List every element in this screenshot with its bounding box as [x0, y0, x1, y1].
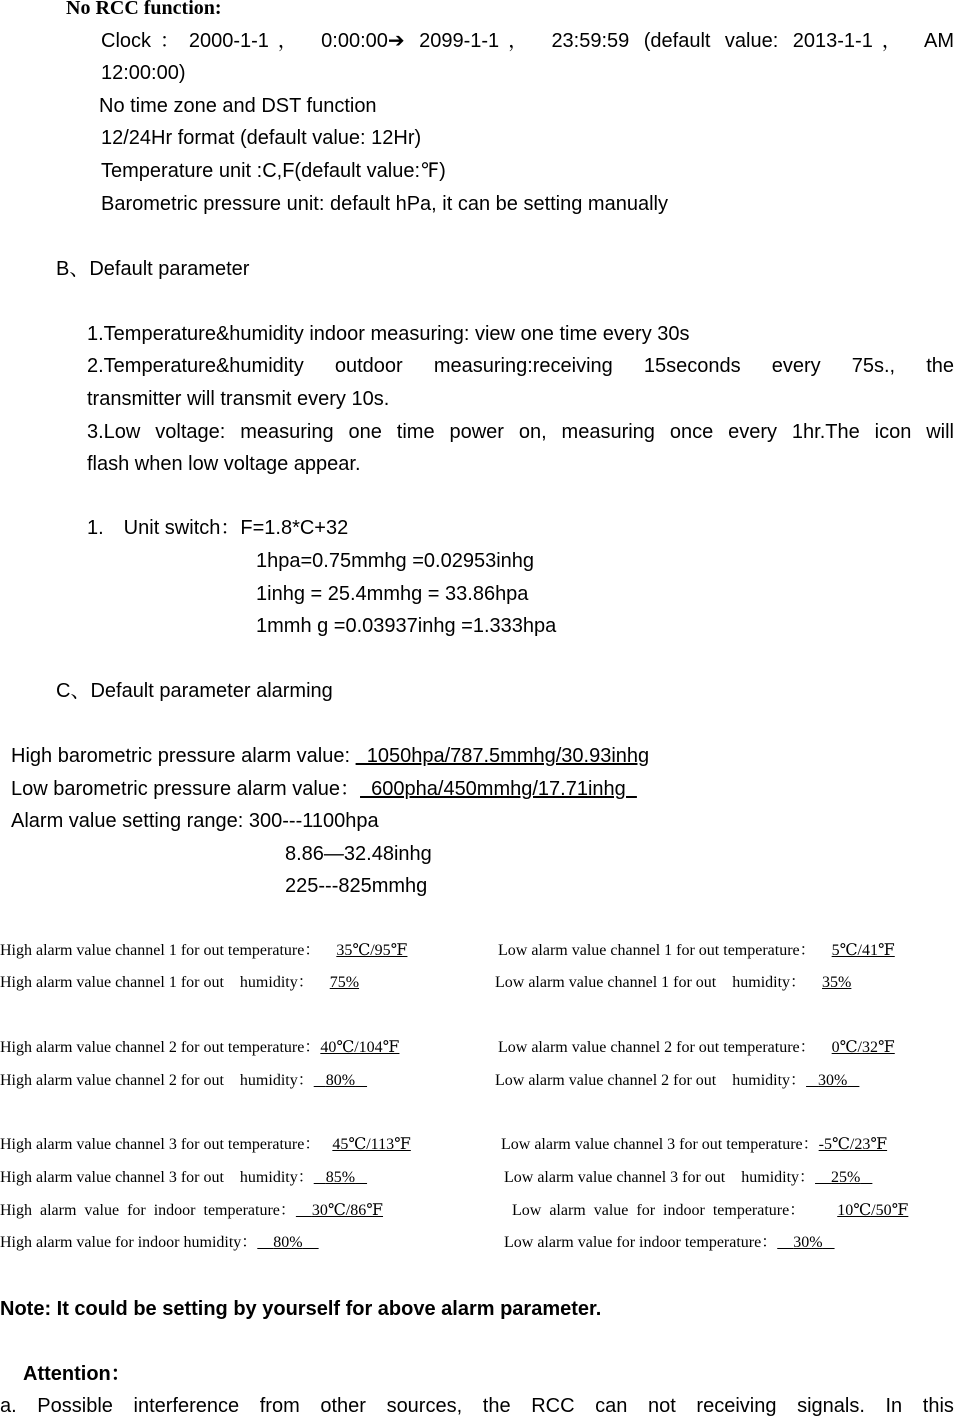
unit-switch-text: 1. Unit switch：F=1.8*C+32	[87, 517, 349, 539]
default-item-3: 3.Low voltage: measuring one time power on, measuring once every 1hr.The icon will	[87, 421, 954, 443]
alarm-range-mmhg: 225---825mmhg	[285, 875, 428, 897]
default-item-3-cont: flash when low voltage appear.	[87, 453, 361, 475]
alarm-row-5-high: High alarm value channel 3 for out temperature： 45℃/113℉	[0, 1136, 411, 1153]
note-text: Note: It could be setting by yourself for above alarm parameter.	[0, 1298, 602, 1320]
alarm-row-3-high: High alarm value channel 2 for out temperature：40℃/104℉	[0, 1039, 400, 1056]
alarm-row-1-low: Low alarm value channel 1 for out temperature： 5℃/41℉	[498, 942, 895, 959]
conversion-mmhg: 1mmh g =0.03937inhg =1.333hpa	[256, 615, 557, 637]
baro-unit-text: Barometric pressure unit: default hPa, it can be setting manually	[101, 193, 668, 215]
alarm-row-2-high: High alarm value channel 1 for out humidity： 75%	[0, 974, 360, 991]
conversion-inhg: 1inhg = 25.4mmhg = 33.86hpa	[256, 583, 529, 605]
low-baro-value: 600pha/450mmhg/17.71inhg	[360, 778, 637, 800]
alarm-row-5-low: Low alarm value channel 3 for out temperature：-5℃/23℉	[501, 1136, 888, 1153]
temp-unit-text: Temperature unit :C,F(default value:℉)	[101, 160, 446, 182]
alarm-row-7-low: Low alarm value for indoor temperature： 10℃/50℉	[512, 1202, 909, 1219]
low-baro-alarm	[11, 777, 637, 801]
alarm-row-3-low: Low alarm value channel 2 for out temperature： 0℃/32℉	[498, 1039, 895, 1056]
alarm-row-7-high: High alarm value for indoor temperature： 30℃/86℉	[0, 1202, 384, 1219]
default-item-2: 2.Temperature&humidity outdoor measuring:receiving 15seconds every 75s., the	[87, 355, 954, 377]
clock-range-text: Clock：2000-1-1， 0:00:00➔ 2099-1-1， 23:59:59 (default value: 2013-1-1， AM	[101, 30, 954, 52]
timezone-text: No time zone and DST function	[99, 95, 377, 117]
hour-format-text: 12/24Hr format (default value: 12Hr)	[101, 127, 422, 149]
alarm-row-8-low: Low alarm value for indoor temperature： 30%	[504, 1234, 823, 1251]
high-baro-value: 1050hpa/787.5mmhg/30.93inhg	[355, 745, 650, 767]
default-item-1: 1.Temperature&humidity indoor measuring: view one time every 30s	[87, 323, 690, 345]
alarm-row-1-high: High alarm value channel 1 for out temperature： 35℃/95℉	[0, 942, 408, 959]
attention-title: Attention：	[23, 1363, 131, 1385]
alarm-range-inhg: 8.86—32.48inhg	[285, 843, 432, 865]
section-c-title: C、Default parameter alarming	[56, 680, 333, 702]
low-baro-label: Low barometric pressure alarm value：	[11, 778, 361, 800]
rcc-heading: No RCC function:	[66, 0, 222, 19]
default-item-2-cont: transmitter will transmit every 10s.	[87, 388, 390, 410]
alarm-row-8-high: High alarm value for indoor humidity： 80%	[0, 1234, 303, 1251]
alarm-row-6-low: Low alarm value channel 3 for out humidity： 25%	[504, 1169, 861, 1186]
alarm-row-4-high: High alarm value channel 2 for out humidity： 80%	[0, 1072, 356, 1089]
clock-default-text: 12:00:00)	[101, 62, 186, 84]
alarm-row-2-low: Low alarm value channel 1 for out humidity： 35%	[495, 974, 852, 991]
alarm-range-hpa: Alarm value setting range: 300---1100hpa	[11, 810, 379, 832]
attention-item-a: a. Possible interference from other sources, the RCC can not receiving signals. In this	[0, 1395, 954, 1417]
section-b-title: B、Default parameter	[56, 258, 250, 280]
alarm-row-4-low: Low alarm value channel 2 for out humidity： 30%	[495, 1072, 848, 1089]
alarm-row-6-high: High alarm value channel 3 for out humidity： 85%	[0, 1169, 356, 1186]
high-baro-label: High barometric pressure alarm value:	[11, 745, 351, 767]
conversion-hpa: 1hpa=0.75mmhg =0.02953inhg	[256, 550, 535, 572]
high-baro-alarm	[11, 744, 649, 768]
